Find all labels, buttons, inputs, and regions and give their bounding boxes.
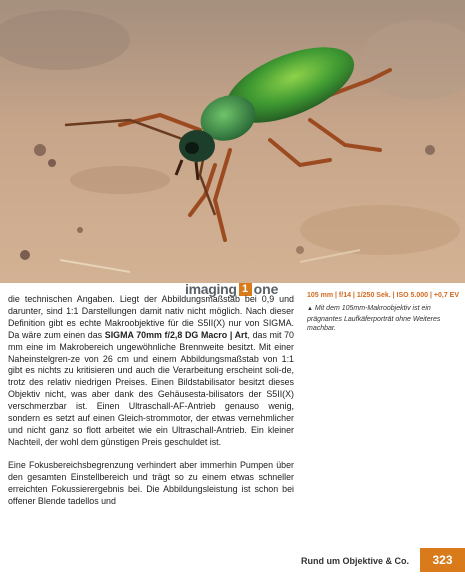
caption-text: Mit dem 105mm-Makroobjektiv ist ein prägnantes Laufkäferporträt ohne Weiteres machbar. (307, 305, 441, 332)
paragraph-2: Eine Fokusbereichsbegrenzung verhindert aber immerhin Pumpen über den gesamten Einstellbereich und trägt so zu einem etwas schneller erreichten Fokussierergebnis bei. Die Abbildungsleistung ist schon bei offener Blende tadellos und (8, 459, 294, 506)
page-number: 323 (420, 548, 465, 572)
section-label: Rund um Objektive & Co. (301, 556, 410, 566)
paragraph-1 (8, 294, 294, 449)
beetle-photo (0, 0, 465, 283)
caption-triangle-icon: ▲ (307, 306, 313, 312)
watermark-box: 1 (239, 283, 252, 296)
body-text-column (8, 294, 294, 507)
paragraph-1-part-2: , das mit 70 mm eine im Makrobereich ungewöhnliche Brennweite besitzt. Mit einer Naheinstelgren-ze von 26 cm und einem Abbildungsmaßstab von 1:1 gibt es nichts zu kritisieren und auch die Verarbeitung erscheint soli-de, trotz des relativ niedrigen Preises. Einen Bildstabilisator besitzt dieses Objektiv nicht, was aber dank des Gehäusesta-bilisators der S5II(X) verschmerzbar ist. Einen Ultraschall-AF-Antrieb genauso wenig, sondern es setzt auf einen Gleich-strommotor, der etwas vernehmlicher und nicht ganz so flott arbeitet wie ein Ultraschall-Antrieb. Ein kleiner Nachteil, der wohl dem günstigen Preis geschuldet ist. (8, 329, 294, 447)
exif-line: 105 mm | f/14 | 1/250 Sek. | ISO 5.000 | +0,7 EV (307, 292, 460, 299)
watermark-text-2: one (253, 281, 279, 297)
watermark-text-1: imaging (185, 281, 237, 297)
lens-name: SIGMA 70mm f/2,8 DG Macro | Art (104, 329, 248, 340)
paragraph-1-part-1: die technischen Angaben. Liegt der Abbildungsmaßstab bei 0,9 und darunter, sind 1:1 Darstellungen damit nativ nicht möglich. Nach dieser Definition gibt es echte Makroobjektive für die S5II(X) nur von SIGMA. Da wäre zum einen das (8, 294, 294, 340)
photo-caption (307, 304, 457, 334)
